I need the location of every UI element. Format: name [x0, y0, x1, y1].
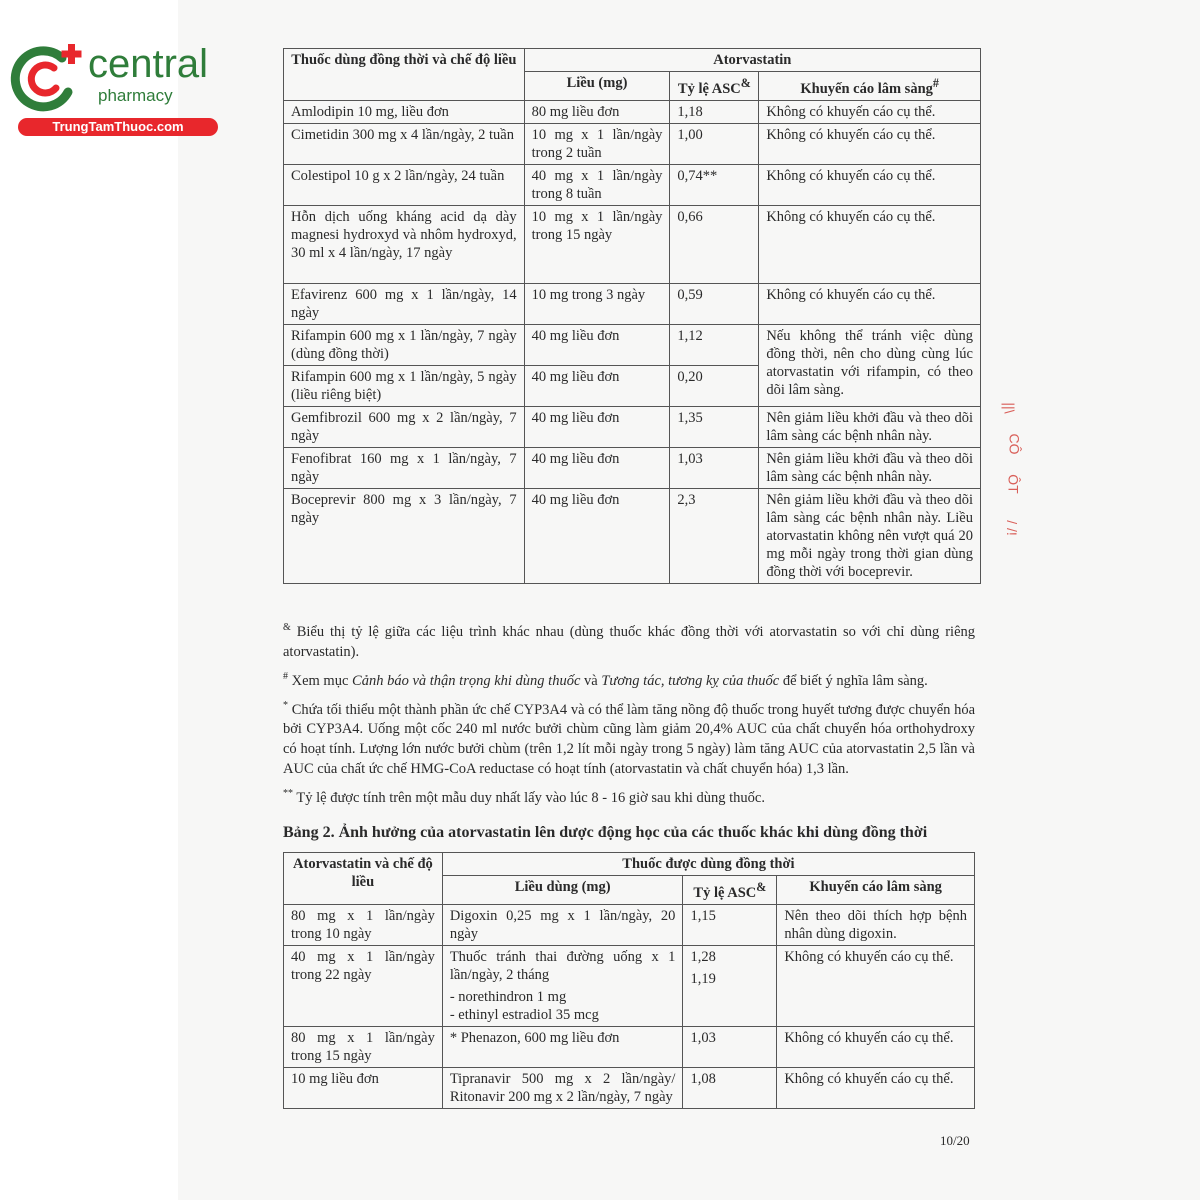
t1-dose: 10 mg trong 3 ngày: [524, 283, 670, 324]
table-row: [284, 283, 981, 324]
t1-recommendation: Nếu không thể tránh việc dùng đồng thời, nên cho dùng cùng lúc atorvastatin với rifampin, có theo dõi lâm sàng.: [759, 324, 981, 406]
t1-dose: 10 mg x 1 lần/ngày trong 2 tuần: [524, 123, 670, 164]
t1-header-dose: Liều (mg): [524, 72, 670, 101]
t1-dose: 80 mg liều đơn: [524, 100, 670, 123]
t1-ratio: 0,20: [670, 365, 759, 406]
t1-recommendation: Không có khuyến cáo cụ thể.: [759, 205, 981, 283]
interaction-table-2: [283, 852, 975, 1109]
table-row: [284, 164, 981, 205]
t1-drug: Rifampin 600 mg x 1 lần/ngày, 7 ngày (dùng đồng thời): [284, 324, 525, 365]
t1-ratio: 0,66: [670, 205, 759, 283]
t1-ratio: 1,12: [670, 324, 759, 365]
table-row: [284, 488, 981, 583]
central-pharmacy-logo[interactable]: [10, 40, 220, 140]
table-row: [284, 123, 981, 164]
t1-recommendation: Không có khuyến cáo cụ thể.: [759, 100, 981, 123]
logo-url-badge: TrungTamThuoc.com: [18, 118, 218, 136]
t1-ratio: 1,35: [670, 406, 759, 447]
t1-dose: 40 mg x 1 lần/ngày trong 8 tuần: [524, 164, 670, 205]
t1-recommendation: Không có khuyến cáo cụ thể.: [759, 283, 981, 324]
table-row: [284, 904, 975, 945]
t1-ratio: 0,59: [670, 283, 759, 324]
t2-header-recommendation: Khuyến cáo lâm sàng: [777, 876, 975, 905]
t1-drug: Cimetidin 300 mg x 4 lần/ngày, 2 tuần: [284, 123, 525, 164]
t2-atorvastatin-dose: 80 mg x 1 lần/ngày trong 15 ngày: [284, 1026, 443, 1067]
t1-ratio: 1,00: [670, 123, 759, 164]
t1-header-recommendation: Khuyến cáo lâm sàng#: [759, 72, 981, 101]
t1-dose: 40 mg liều đơn: [524, 447, 670, 488]
t1-drug: Gemfibrozil 600 mg x 2 lần/ngày, 7 ngày: [284, 406, 525, 447]
t1-recommendation: Nên giảm liều khởi đầu và theo dõi lâm sàng các bệnh nhân này.: [759, 447, 981, 488]
t2-ratio: 1,28 1,19: [683, 945, 777, 1026]
t1-recommendation: Nên giảm liều khởi đầu và theo dõi lâm sàng các bệnh nhân này. Liều atorvastatin không nên vượt quá 20 mg mỗi ngày trong thời gian dùng đồng thời với boceprevir.: [759, 488, 981, 583]
t2-drug-component: - ethinyl estradiol 35 mcg: [449, 1006, 599, 1023]
t1-dose: 10 mg x 1 lần/ngày trong 15 ngày: [524, 205, 670, 283]
table-row: [284, 324, 981, 365]
t1-recommendation: Không có khuyến cáo cụ thể.: [759, 123, 981, 164]
table-row: [284, 1026, 975, 1067]
interaction-table-1: [283, 48, 981, 584]
t2-drug: Tipranavir 500 mg x 2 lần/ngày/ Ritonavir 200 mg x 2 lần/ngày, 7 ngày: [442, 1067, 683, 1108]
t2-header-concomitant: Thuốc được dùng đồng thời: [442, 853, 974, 876]
t2-header-atorvastatin: Atorvastatin và chế độ liều: [284, 853, 443, 905]
table-row: [284, 447, 981, 488]
t1-ratio: 1,03: [670, 447, 759, 488]
t1-drug: Rifampin 600 mg x 1 lần/ngày, 5 ngày (liều riêng biệt): [284, 365, 525, 406]
t2-recommendation: Không có khuyến cáo cụ thể.: [777, 945, 975, 1026]
t1-dose: 40 mg liều đơn: [524, 488, 670, 583]
footnote-ampersand: & Biểu thị tỷ lệ giữa các liệu trình khác nhau (dùng thuốc khác đồng thời với atorvastatin so với chỉ dùng riêng atorvastatin).: [283, 622, 976, 660]
table-row: [284, 205, 981, 283]
t2-header-ratio: Tỷ lệ ASC&: [683, 876, 777, 905]
t1-header-concomitant: Thuốc dùng đồng thời và chế độ liều: [284, 49, 525, 101]
page-number: 10/20: [940, 1133, 970, 1148]
table-row: [284, 406, 981, 447]
table-row: [284, 100, 981, 123]
t1-ratio: 2,3: [670, 488, 759, 583]
footnote-star: * Chứa tối thiểu một thành phần ức chế CYP3A4 và có thể làm tăng nồng độ thuốc trong huyết tương được chuyển hóa bởi CYP3A4. Uống một cốc 240 ml nước bưởi chùm cũng làm giảm 20,4% AUC của chất chuyển hóa orthohydroxy có hoạt tính. Lượng lớn nước bưởi chùm (trên 1,2 lít mỗi ngày trong 5 ngày) làm tăng AUC của atorvastatin 2,5 lần và AUC của chất ức chế HMG-CoA reductase có hoạt tính (atorvastatin và chất chuyển hóa) 1,3 lần.: [283, 699, 976, 778]
t2-atorvastatin-dose: 10 mg liều đơn: [284, 1067, 443, 1108]
t2-recommendation: Không có khuyến cáo cụ thể.: [777, 1026, 975, 1067]
t1-dose: 40 mg liều đơn: [524, 324, 670, 365]
t1-header-atorvastatin: Atorvastatin: [524, 49, 980, 72]
footnote-hash: # Xem mục Cảnh báo và thận trọng khi dùng thuốc và Tương tác, tương kỵ của thuốc để biết ý nghĩa lâm sàng.: [283, 670, 928, 689]
footnote-double-star: ** Tỷ lệ được tính trên một mẫu duy nhất lấy vào lúc 8 - 16 giờ sau khi dùng thuốc.: [283, 788, 765, 807]
t1-drug: Amlodipin 10 mg, liều đơn: [284, 100, 525, 123]
table-row: [284, 1067, 975, 1108]
t1-recommendation: Không có khuyến cáo cụ thể.: [759, 164, 981, 205]
t2-drug: * Phenazon, 600 mg liều đơn: [442, 1026, 683, 1067]
t2-header-dose: Liều dùng (mg): [442, 876, 683, 905]
t2-drug: Digoxin 0,25 mg x 1 lần/ngày, 20 ngày: [442, 904, 683, 945]
t1-drug: Fenofibrat 160 mg x 1 lần/ngày, 7 ngày: [284, 447, 525, 488]
t1-recommendation: Nên giảm liều khởi đầu và theo dõi lâm sàng các bệnh nhân này.: [759, 406, 981, 447]
t2-atorvastatin-dose: 80 mg x 1 lần/ngày trong 10 ngày: [284, 904, 443, 945]
t2-ratio: 1,08: [683, 1067, 777, 1108]
t2-ratio: 1,15: [683, 904, 777, 945]
t1-drug: Boceprevir 800 mg x 3 lần/ngày, 7 ngày: [284, 488, 525, 583]
logo-c-cross-icon: [10, 40, 90, 118]
t1-dose: 40 mg liều đơn: [524, 406, 670, 447]
t2-drug: Thuốc tránh thai đường uống x 1 lần/ngày, 2 tháng - norethindron 1 mg - ethinyl estradiol 35 mcg: [442, 945, 683, 1026]
t2-recommendation: Nên theo dõi thích hợp bệnh nhân dùng digoxin.: [777, 904, 975, 945]
t2-ratio: 1,03: [683, 1026, 777, 1067]
t2-atorvastatin-dose: 40 mg x 1 lần/ngày trong 22 ngày: [284, 945, 443, 1026]
t1-drug: Efavirenz 600 mg x 1 lần/ngày, 14 ngày: [284, 283, 525, 324]
logo-subtitle: pharmacy: [98, 86, 173, 105]
footnotes: [283, 618, 975, 813]
t1-drug: Hỗn dịch uống kháng acid dạ dày magnesi hydroxyd và nhôm hydroxyd, 30 ml x 4 lần/ngày, 17 ngày: [284, 205, 525, 283]
red-stamp-mark: ||\ CÔ ÔT / /!: [1001, 402, 1023, 536]
t1-ratio: 0,74**: [670, 164, 759, 205]
t1-header-ratio: Tỷ lệ ASC&: [670, 72, 759, 101]
t2-recommendation: Không có khuyến cáo cụ thể.: [777, 1067, 975, 1108]
t1-drug: Colestipol 10 g x 2 lần/ngày, 24 tuần: [284, 164, 525, 205]
table-2-title: Bảng 2. Ảnh hưởng của atorvastatin lên dược động học của các thuốc khác khi dùng đồng thời: [283, 824, 928, 841]
t2-drug-component: - norethindron 1 mg: [449, 988, 567, 1005]
logo-name: central: [88, 42, 209, 86]
t1-ratio: 1,18: [670, 100, 759, 123]
t1-dose: 40 mg liều đơn: [524, 365, 670, 406]
table-row: [284, 945, 975, 1026]
